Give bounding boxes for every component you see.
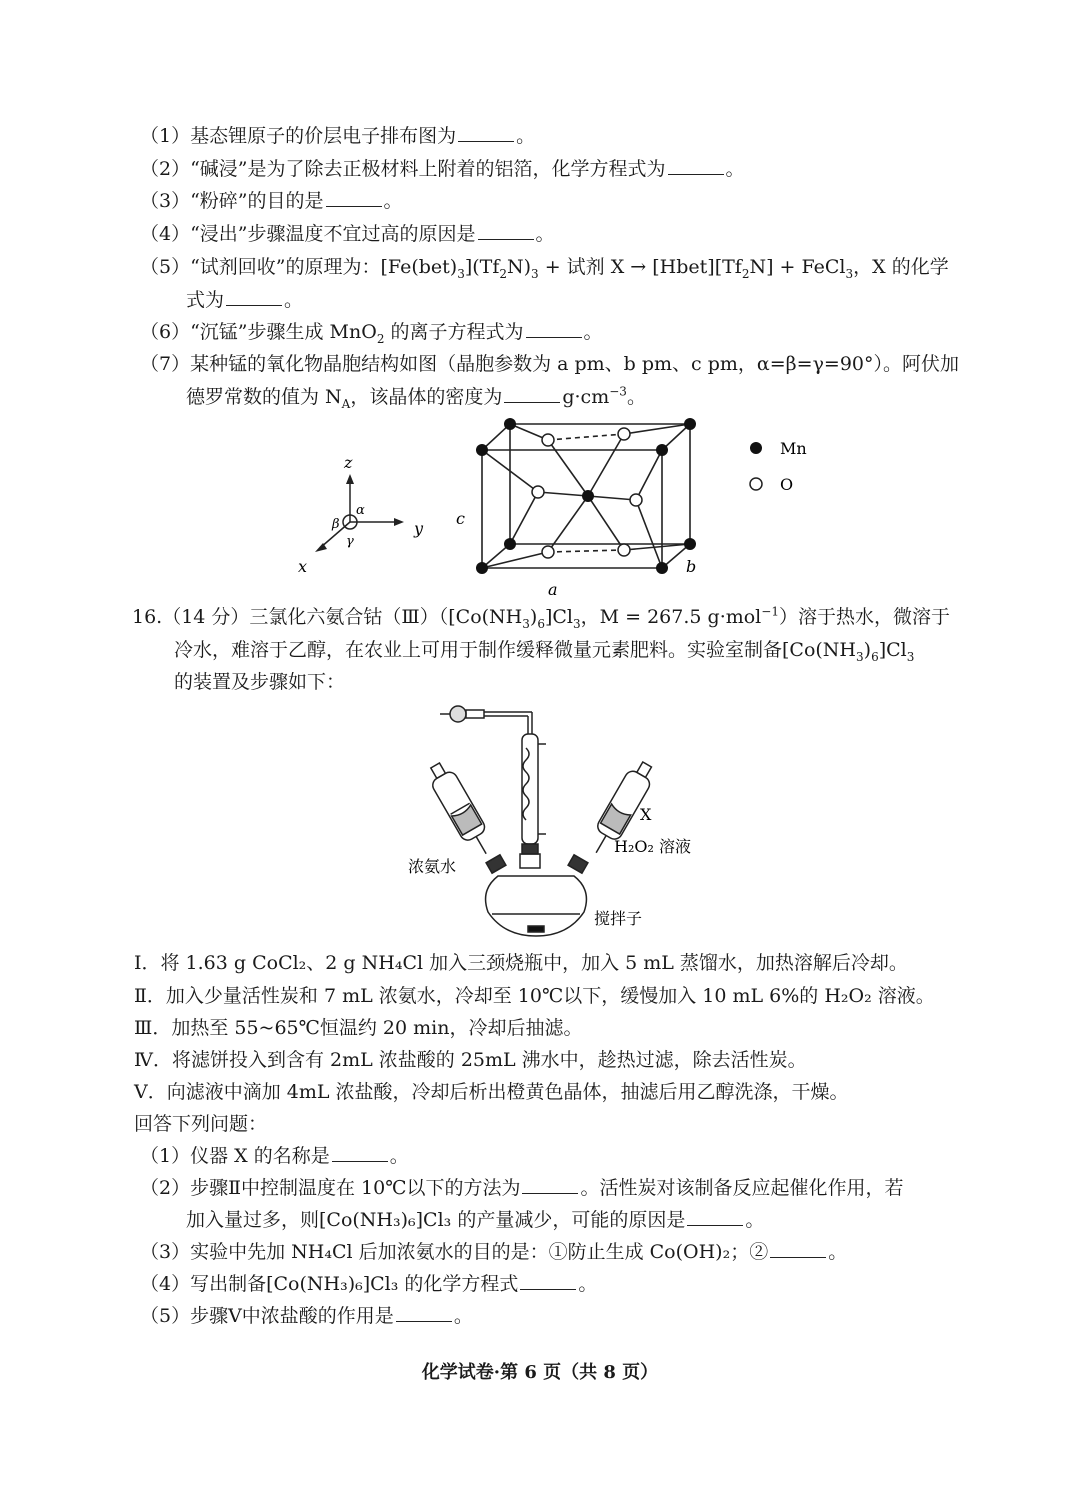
q15-part4: （4）“浸出”步骤温度不宜过高的原因是 。 [140,223,555,245]
q16-part4: （4）写出制备[Co(NH₃)₆]Cl₃ 的化学方程式 。 [140,1273,598,1295]
q15-part5: （5）“试剂回收”的原理为：$[Fe(bet)_3](Tf_2N)_3$ + 试剂 $X \to [Hbet][Tf_2N]$ + FeCl$_3$，X 的化学 [140,256,949,281]
label-ammonia: 浓氨水 [408,857,457,876]
beta-label: β [332,517,340,532]
label-h2o2: H₂O₂ 溶液 [614,837,691,856]
cell-label-c: c [456,509,465,528]
legend-o-marker [750,478,762,490]
q15-part7-cont: 德罗常数的值为 $N_A$，该晶体的密度为 $g\cdot cm^{-3}$。 [186,384,646,411]
q16-heading-line1: 16.（14 分）三氯化六氨合钴$(Ⅲ)([Co(NH_3)_6]Cl_3$，M = 267.5 g·mol$^{-1}$）溶于热水，微溶于 [132,604,950,631]
legend-mn-marker [750,442,762,454]
gamma-label: γ [346,534,354,549]
q16-heading-line3: 的装置及步骤如下： [174,671,346,693]
cell-label-b: b [686,557,697,576]
q16-part2: （2）步骤Ⅱ中控制温度在 10℃以下的方法为 。活性炭对该制备反应起催化作用，若 [140,1177,904,1199]
q15-part1: （1）基态锂原子的价层电子排布图为 。 [140,125,536,147]
q16-part1: （1）仪器 X 的名称是 。 [140,1145,409,1167]
axis-x-label: x [298,557,308,576]
alpha-label: α [356,503,365,518]
label-stirrer: 搅拌子 [594,909,643,928]
label-instrument-x: X [640,805,652,824]
q15-part5-cont: 式为 。 [186,289,304,311]
crystal-cell-figure [290,410,830,600]
q16-part5: （5）步骤Ⅴ中浓盐酸的作用是 。 [140,1305,473,1327]
q16-part2-cont: 加入量过多，则[Co(NH₃)₆]Cl₃ 的产量减少，可能的原因是 。 [186,1209,765,1231]
step-2: Ⅱ．加入少量活性炭和 7 mL 浓氨水，冷却至 10℃以下，缓慢加入 10 mL 6%的 H₂O₂ 溶液。 [134,985,935,1007]
legend-o: O [780,475,794,494]
legend-mn: Mn [780,439,807,458]
step-3: Ⅲ．加热至 55~65℃恒温约 20 min，冷却后抽滤。 [134,1017,583,1039]
q15-part6: （6）“沉锰”步骤生成 MnO$_2$ 的离子方程式为 。 [140,321,603,346]
step-5: Ⅴ．向滤液中滴加 4mL 浓盐酸，冷却后析出橙黄色晶体，抽滤后用乙醇洗涤，干燥。 [134,1081,849,1103]
q16-heading-line2: 冷水，难溶于乙醇，在农业上可用于制作缓释微量元素肥料。实验室制备$[Co(NH_3)_6]Cl_3$ [174,639,915,664]
cell-label-a: a [548,580,558,599]
axis-z-label: z [344,453,353,472]
page-footer: 化学试卷·第 6 页（共 8 页） [421,1362,659,1383]
step-1: Ⅰ．将 1.63 g CoCl₂、2 g NH₄Cl 加入三颈烧瓶中，加入 5 mL 蒸馏水，加热溶解后冷却。 [134,952,908,974]
apparatus-figure [400,700,710,940]
q16-part3: （3）实验中先加 NH₄Cl 后加浓氨水的目的是：①防止生成 Co(OH)₂；② 。 [140,1241,848,1263]
q15-part2: （2）“碱浸”是为了除去正极材料上附着的铝箔，化学方程式为 。 [140,158,745,180]
q15-part7: （7）某种锰的氧化物晶胞结构如图（晶胞参数为 a pm、b pm、c pm，α=β=γ=90°）。阿伏加 [140,353,960,375]
q15-part3: （3）“粉碎”的目的是 。 [140,190,403,212]
step-4: Ⅳ．将滤饼投入到含有 2mL 浓盐酸的 25mL 沸水中，趁热过滤，除去活性炭。 [134,1049,807,1071]
axis-y-label: y [414,519,424,538]
answer-intro: 回答下列问题： [134,1113,268,1135]
